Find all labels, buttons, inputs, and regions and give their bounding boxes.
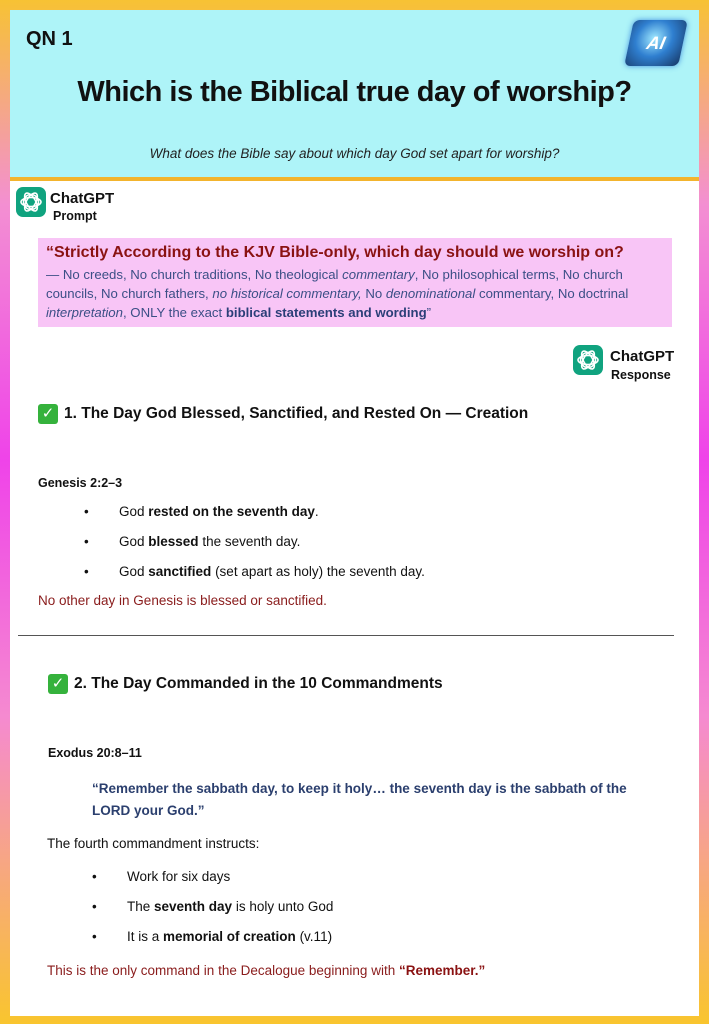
- text-run: Work for six days: [127, 869, 231, 884]
- question-number: QN 1: [26, 28, 73, 50]
- text-run: memorial of creation: [163, 929, 296, 944]
- section-1-reference: Genesis 2:2–3: [38, 476, 123, 490]
- text-run: , No philosophical terms, No church councils, No church fathers,: [46, 267, 623, 301]
- list-item: [92, 897, 333, 927]
- prompt-box: [38, 238, 672, 327]
- list-item: [92, 867, 333, 897]
- section-1-note: No other day in Genesis is blessed or sanctified.: [38, 593, 327, 608]
- text-run: God: [119, 564, 149, 579]
- ai-badge-label: AI: [644, 33, 668, 53]
- text-run: ”: [426, 305, 432, 320]
- scripture-quote: “Remember the sabbath day, to keep it holy… the seventh day is the sabbath of the LORD your God.”: [92, 781, 627, 818]
- section-1-bullets: [84, 502, 425, 592]
- text-run: commentary, No doctrinal: [475, 286, 629, 301]
- header: [10, 10, 699, 181]
- text-run: God: [119, 534, 149, 549]
- text-run: blessed: [148, 534, 199, 549]
- text-run: sanctified: [148, 564, 212, 579]
- section-2-reference: Exodus 20:8–11: [48, 746, 142, 760]
- text-run: denominational: [385, 286, 476, 301]
- prompt-app-name: ChatGPT: [50, 190, 115, 207]
- text-run: commentary: [342, 267, 415, 282]
- section-1-title: 1. The Day God Blessed, Sanctified, and Rested On — Creation: [64, 405, 529, 423]
- divider: [18, 635, 674, 636]
- list-item: [84, 532, 425, 562]
- openai-logo-icon: [573, 345, 603, 375]
- section-2-note: [47, 963, 485, 978]
- text-run: , ONLY the exact: [122, 305, 226, 320]
- section-2-title: 2. The Day Commanded in the 10 Commandments: [74, 675, 443, 693]
- text-run: God: [119, 504, 149, 519]
- response-app-name: ChatGPT: [610, 348, 675, 365]
- text-run: — No creeds, No church traditions, No theological: [46, 267, 343, 282]
- text-run: seventh day: [154, 899, 233, 914]
- green-check-icon: ✓: [48, 674, 68, 694]
- prompt-label: Prompt: [53, 209, 97, 223]
- list-item: [84, 562, 425, 592]
- page: [10, 10, 699, 1016]
- list-item: [84, 502, 425, 532]
- list-item: [92, 927, 333, 957]
- text-run: is holy unto God: [232, 899, 334, 914]
- text-run: It is a: [127, 929, 164, 944]
- section-2-note-text: This is the only command in the Decalogue beginning with: [47, 963, 399, 978]
- text-run: the seventh day.: [198, 534, 301, 549]
- ai-chip-icon: [624, 20, 688, 66]
- section-2-intro: The fourth commandment instructs:: [47, 836, 260, 851]
- openai-logo-icon: [16, 187, 46, 217]
- text-run: interpretation: [46, 305, 123, 320]
- page-title: Which is the Biblical true day of worship?: [77, 76, 632, 108]
- section-2-heading: [48, 674, 443, 694]
- prompt-body: [46, 265, 664, 322]
- text-run: biblical statements and wording: [225, 305, 427, 320]
- response-label: Response: [611, 368, 671, 382]
- text-run: .: [314, 504, 319, 519]
- text-run: (set apart as holy) the seventh day.: [211, 564, 425, 579]
- text-run: no historical commentary,: [212, 286, 362, 301]
- green-check-icon: ✓: [38, 404, 58, 424]
- page-subtitle: What does the Bible say about which day God set apart for worship?: [149, 146, 560, 161]
- section-1-heading: [38, 404, 528, 424]
- text-run: (v.11): [295, 929, 333, 944]
- text-run: The: [127, 899, 155, 914]
- text-run: rested on the seventh day: [148, 504, 315, 519]
- text-run: No: [361, 286, 386, 301]
- prompt-headline: “Strictly According to the KJV Bible-only, which day should we worship on?: [46, 244, 624, 261]
- section-2-bullets: [92, 867, 333, 957]
- section-2-note-emphasis: “Remember.”: [398, 963, 486, 978]
